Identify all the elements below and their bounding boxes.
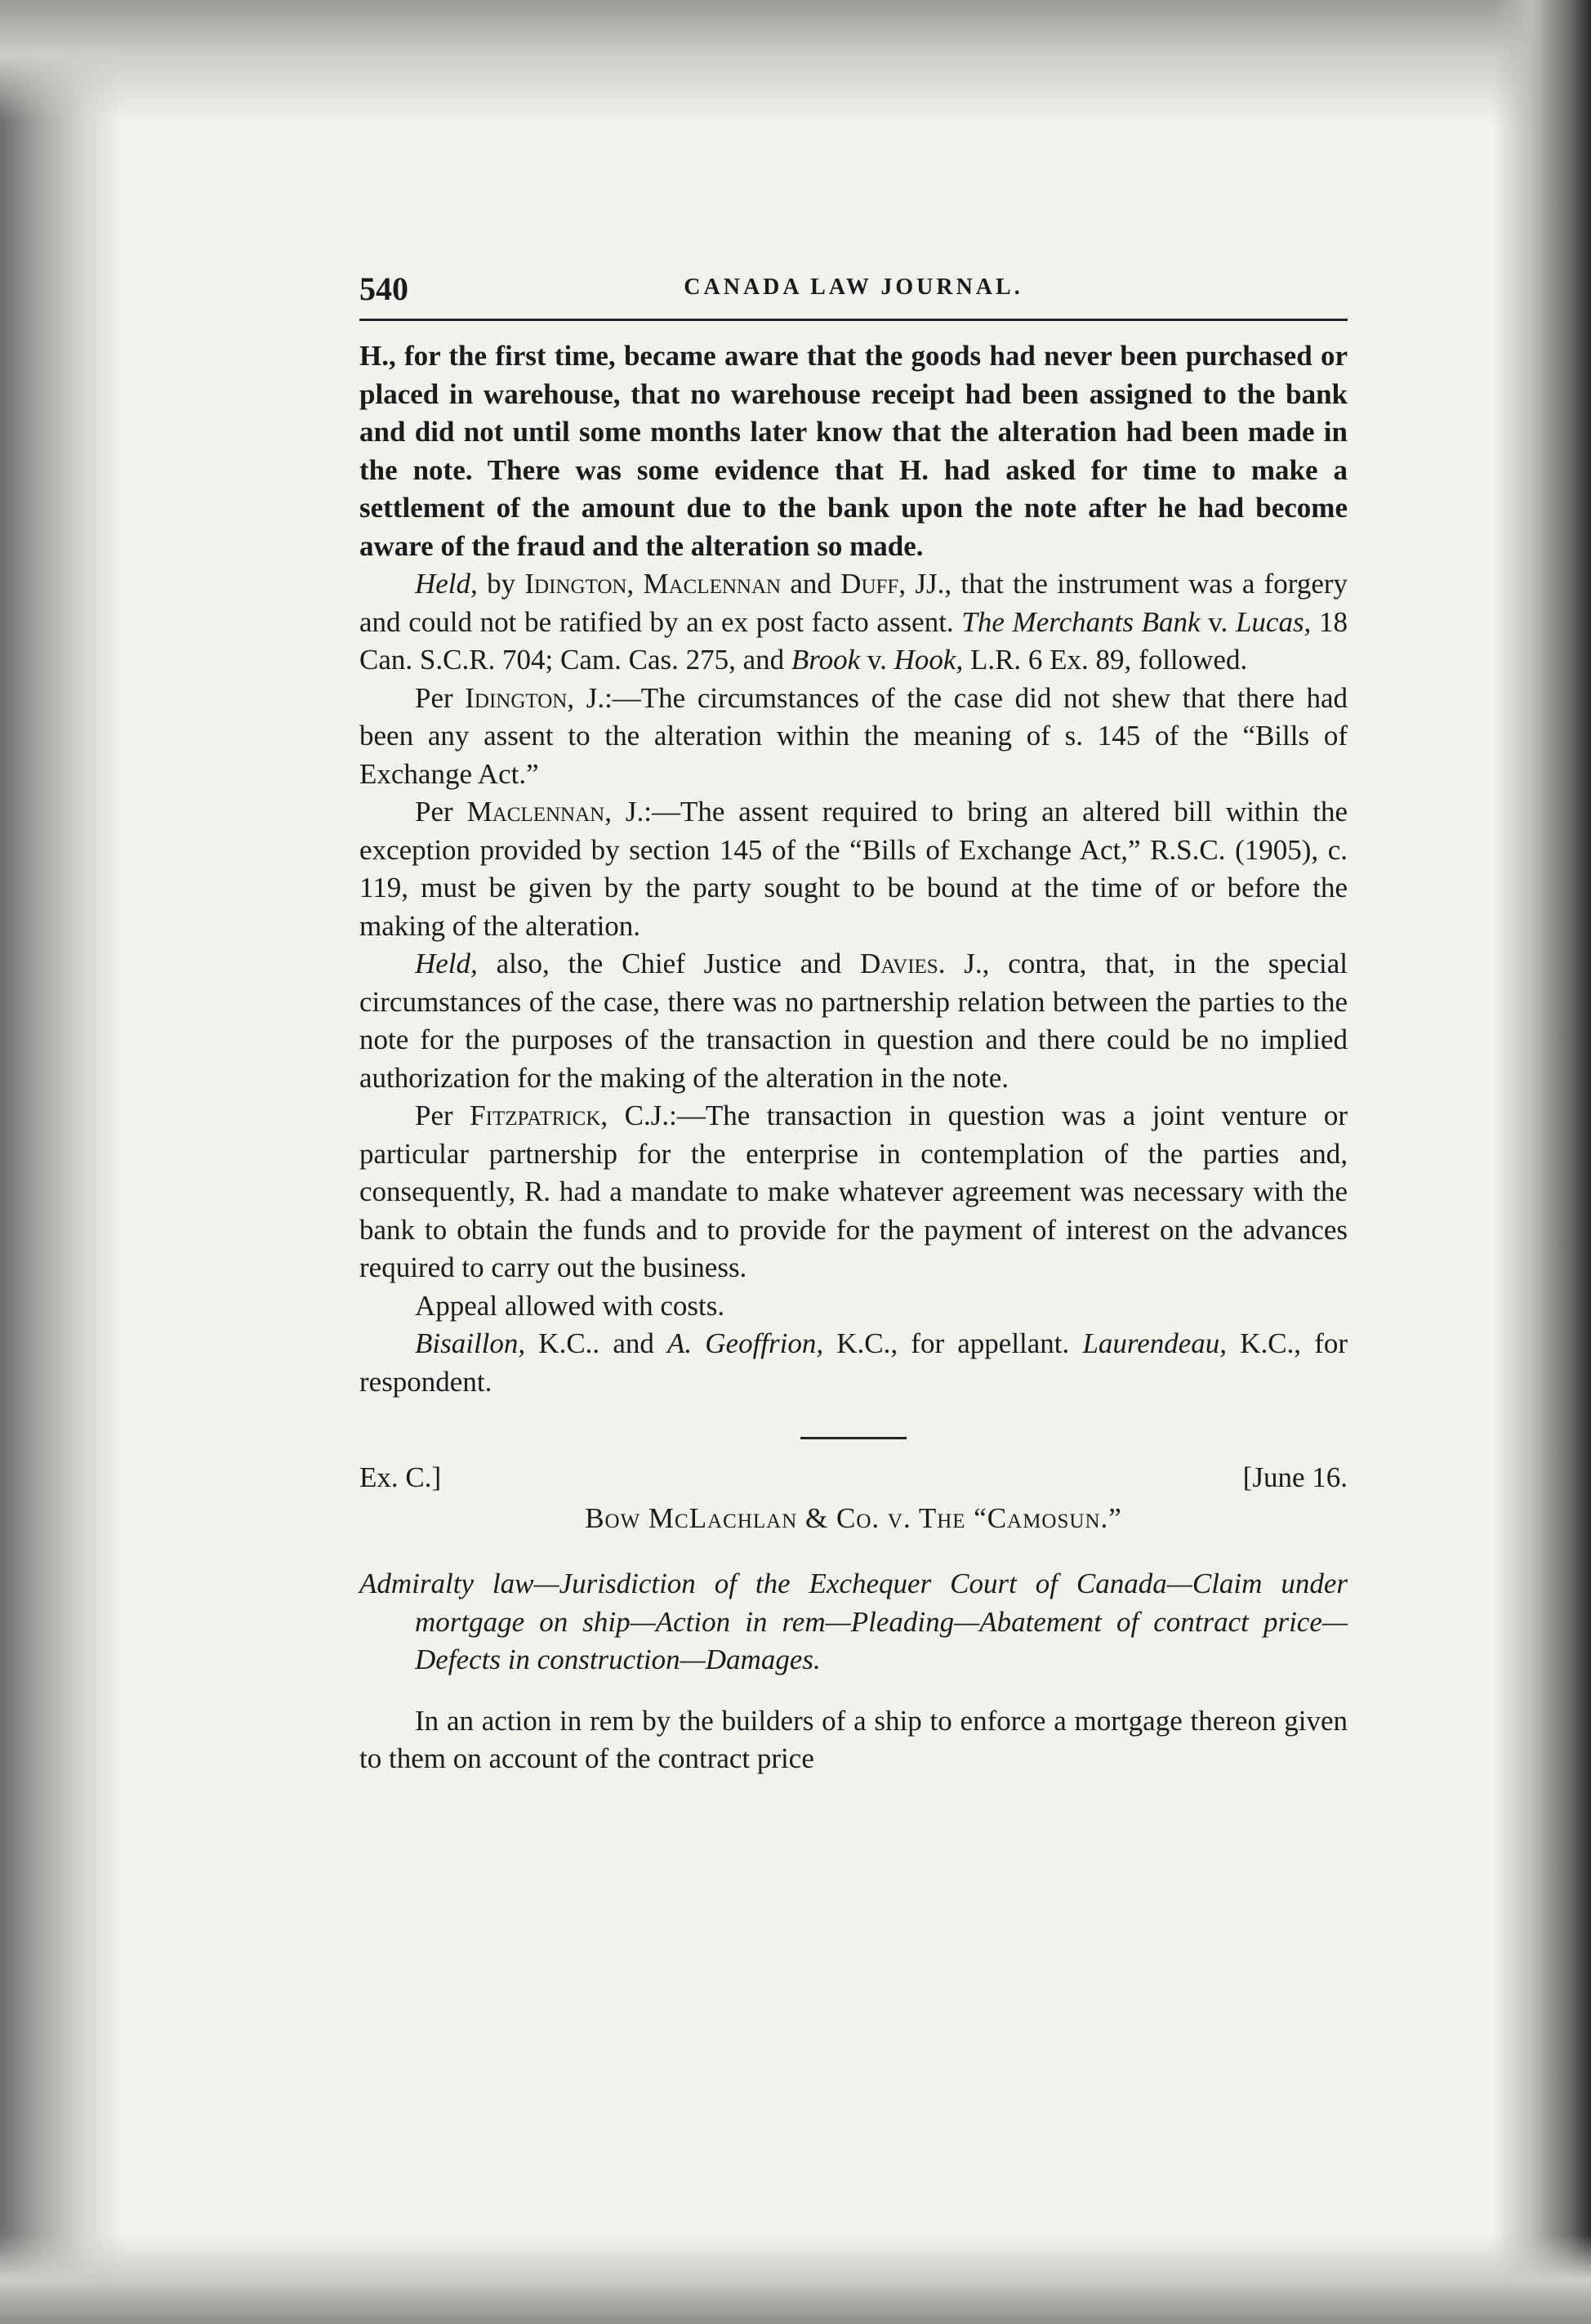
case-name: Hook, — [894, 644, 964, 676]
case-name: Lucas, — [1235, 605, 1312, 638]
counsel-name: A. Geoffrion, — [667, 1327, 824, 1359]
paragraph-held-partnership: Held, also, the Chief Justice and Davies. J., contra, that, in the special circumstances of the case, there was no partnership relation between the parties to the note for the purposes of the transaction in question and there could be no implied authorization for the making of the alteration in the note. — [359, 948, 1348, 1094]
paragraph-disposition: Appeal allowed with costs. — [415, 1289, 725, 1322]
judge-davies: Davies — [860, 948, 938, 979]
case-date: [June 16. — [1242, 1461, 1348, 1493]
judge-maclennan: Maclennan — [466, 796, 605, 827]
held-label: Held, — [415, 568, 478, 600]
held-label: Held, — [415, 948, 478, 979]
judge-names: Idington, Maclennan — [524, 568, 782, 600]
court-label: Ex. C.] — [359, 1461, 442, 1493]
paragraph-case2-start: In an action in rem by the builders of a ship to enforce a mortgage thereon given to them on account of the contract price — [359, 1704, 1348, 1774]
case-name: The Merchants Bank — [961, 605, 1201, 638]
paragraph-counsel: Bisaillon, K.C.. and A. Geoffrion, K.C., for appellant. Laurendeau, K.C., for respondent. — [359, 1327, 1348, 1398]
journal-page — [359, 270, 1348, 1778]
header-rule — [359, 319, 1348, 321]
scan-edge-top — [0, 0, 1591, 123]
judge-duff: Duff — [840, 568, 899, 600]
paragraph-per-fitzpatrick: Per Fitzpatrick, C.J.:—The transaction in question was a joint venture or particular partnership for the enterprise in contemplation of the parties and, consequently, R. had a mandate to make whatever agreement was necessary with the bank to obtain the funds and to provide for the payment of interest on the advances required to carry out the business. — [359, 1100, 1348, 1283]
page-number: 540 — [359, 270, 408, 307]
paragraph-per-idington: Per Idington, J.:—The circumstances of the case did not shew that there had been any assent to the alteration within the meaning of s. 145 of the “Bills of Exchange Act.” — [359, 681, 1348, 790]
counsel-name: Laurendeau, — [1082, 1327, 1228, 1359]
case-headnote: Admiralty law—Jurisdiction of the Exchequer Court of Canada—Claim under mortgage on ship—Action in rem—Pleading—Abatement of contract price—Defects in construction—Damages. — [359, 1568, 1348, 1675]
scan-edge-bottom — [0, 2234, 1591, 2324]
case-title: Bow McLachlan & Co. v. The “Camosun.” — [585, 1502, 1122, 1534]
journal-title: CANADA LAW JOURNAL. — [684, 274, 1023, 300]
paragraph-facts: H., for the first time, became aware that the goods had never been purchased or placed in warehouse, that no warehouse receipt had been assigned to the bank and did not until some months later know that the alteration had been made in the note. There was some evidence that H. had asked for time to make a settlement of the amount due to the bank upon the note after he had become aware of the fraud and the alteration so made. — [359, 340, 1348, 562]
scan-edge-left — [0, 0, 123, 2324]
case-name: Brook — [791, 644, 861, 676]
running-head — [359, 270, 1348, 319]
judge-fitzpatrick: Fitzpatrick — [470, 1100, 601, 1131]
counsel-name: Bisaillon, — [415, 1327, 526, 1359]
scan-edge-right — [1493, 0, 1591, 2324]
paragraph-per-maclennan: Per Maclennan, J.:—The assent required to bring an altered bill within the exception provided by section 145 of the “Bills of Exchange Act,” R.S.C. (1905), c. 119, must be given by the party sought to be bound at the time of or before the making of the alteration. — [359, 796, 1348, 942]
case-separator — [800, 1437, 907, 1439]
paragraph-held-forgery: Held, by Idington, Maclennan and Duff, JJ., that the instrument was a forgery and could not be ratified by an ex post facto assent. The Merchants Bank v. Lucas, 18 Can. S.C.R. 704; Cam. Cas. 275, and Brook v. Hook, L.R. 6 Ex. 89, followed. — [359, 568, 1348, 676]
judge-idington: Idington — [465, 681, 568, 714]
case-court-line — [359, 1459, 1348, 1500]
